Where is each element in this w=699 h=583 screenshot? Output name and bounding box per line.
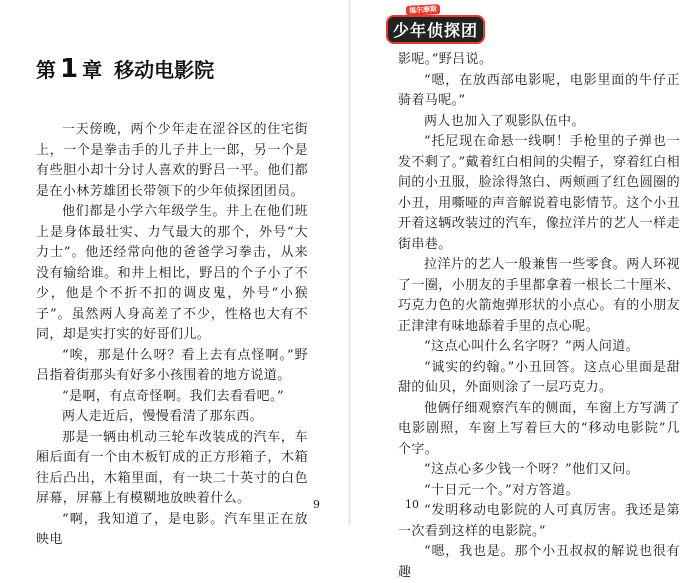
paragraph: 两人也加入了观影队伍中。 [424,113,585,129]
chapter-prefix: 第 [36,58,56,82]
right-page [350,0,699,580]
page-number-left: 9 [313,498,320,511]
paragraph: “嗯，我也是。那个小丑叔叔的解说也很有趣 [398,544,680,580]
paragraph: “发明移动电影院的人可真厉害。我还是第一次看到这样的电影院。” [398,503,680,539]
logo-small-text: 福尔摩斯 [406,4,440,16]
chapter-heading [36,54,215,84]
paragraph: 两人走近后，慢慢看清了那东西。 [62,409,264,424]
paragraph: “这点心叫什么名字呀？”两人问道。 [424,339,640,354]
paragraph: “十日元一个。”对方答道。 [424,482,579,498]
paragraph: 那是一辆由机动三轮车改装成的汽车，车厢后面有一个由木板钉成的正方形箱子，木箱往后凸出，木箱里面，有一块二十英寸的白色屏幕，屏幕上有模糊地放映着什么。 [36,429,308,506]
chapter-title: 移动电影院 [114,58,215,82]
paragraph: 一天傍晚，两个少年走在涩谷区的住宅街上，一个是拳击手的儿子井上一郎，另一个是有些胆小却十分讨人喜欢的野吕一平。他们都是在小林芳雄团长带领下的少年侦探团团员。 [36,122,308,199]
paragraph: “是啊，有点奇怪啊。我们去看看吧。” [62,388,284,404]
chapter-suffix: 章 [82,58,103,82]
right-page-body [398,50,680,583]
paragraph: “嗯，在放西部电影呢，电影里面的牛仔正骑着马呢。” [398,72,680,108]
paragraph: “啊，我知道了，是电影。汽车里正在放映电 [36,511,308,547]
paragraph: “托尼现在命悬一线啊！手枪里的子弹也一发不剩了。”戴着红白相间的尖帽子，穿着红白相间的小丑服，脸涂得煞白、两颊画了红色圆圈的小丑，用嘶哑的声音解说着电影情节。这个小丑开着这辆改装过的汽车，像拉洋片的艺人一样走街串巷。 [398,134,680,252]
paragraph: 拉洋片的艺人一般兼售一些零食。两人环视了一圈，小朋友的手里都拿着一根长二十厘米、巧克力色的火箭炮弹形状的小点心。有的小朋友正津津有味地舔着手里的点心呢。 [398,257,680,334]
paragraph: “唉，那是什么呀？看上去有点怪啊。”野吕指着街那头有好多小孩围着的地方说道。 [36,347,308,383]
paragraph: 他俩仔细观察汽车的侧面，车窗上方写满了电影剧照，车窗上写着巨大的“移动电影院”几个字。 [398,400,680,457]
paragraph: 他们都是小学六年级学生。井上在他们班上是身体最壮实、力气最大的那个，外号“大力士”。他还经常向他的爸爸学习拳击，从来没有输给谁。和井上相比，野吕的个子小了不少，他是个不折不扣的调皮鬼，外号“小猴子”。虽然两人身高差了不少，性格也大有不同，却是实打实的好哥们儿。 [36,204,308,342]
series-logo [386,5,496,40]
logo-main-text: 少年侦探团 [386,15,485,44]
paragraph: “这点心多少钱一个呀？”他们又问。 [424,462,640,477]
paragraph-continuation: 影呢。”野吕说。 [398,52,493,67]
left-page [0,0,349,547]
page-number-right: 10 [405,498,419,511]
left-page-body [36,120,308,551]
paragraph: “诚实的约翰。”小丑回答。这点心里面是甜甜的仙贝，外面则涂了一层巧克力。 [398,359,680,395]
chapter-number: 1 [60,54,79,84]
